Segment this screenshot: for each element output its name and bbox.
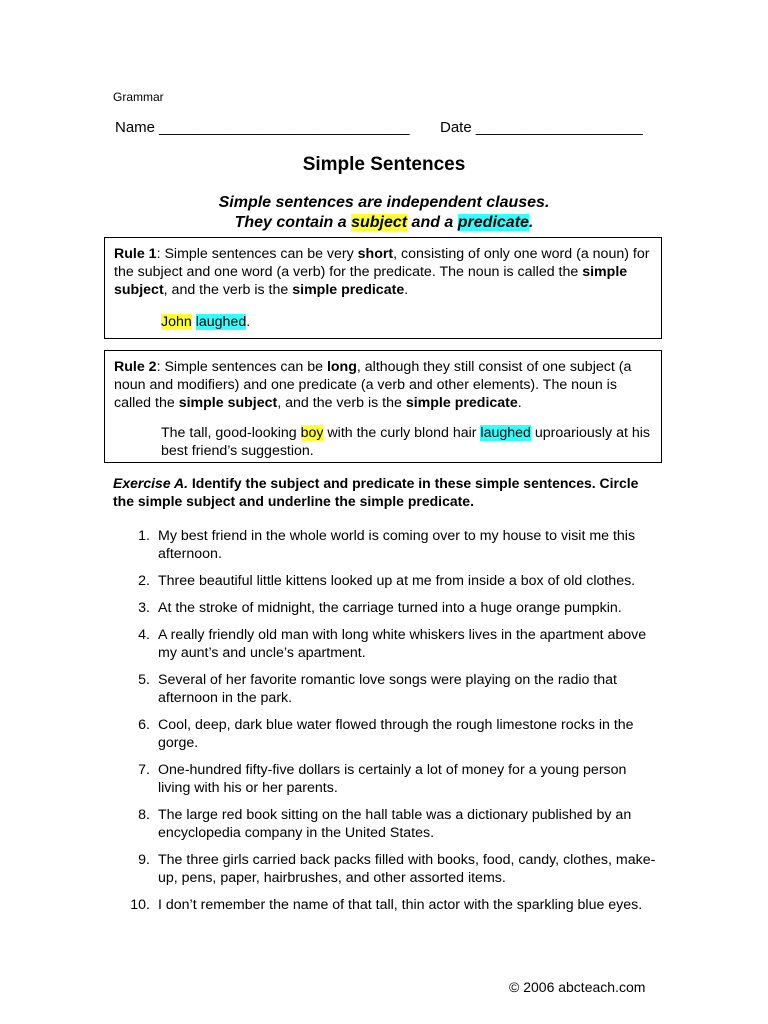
list-item [113, 851, 658, 887]
rule-text: : Simple sentences can be [156, 359, 327, 375]
rule-2-label: Rule 2 [114, 359, 157, 375]
list-item [113, 599, 658, 617]
list-item-number: 1. [138, 528, 150, 544]
list-item-text: My best friend in the whole world is coming over to my house to visit me this afternoon. [158, 528, 636, 562]
list-item [113, 527, 658, 563]
subtitle-line-1: Simple sentences are independent clauses. [218, 194, 550, 211]
example-end: . [246, 314, 251, 330]
list-item-text: Cool, deep, dark blue water flowed through the rough limestone rocks in the gorge. [158, 717, 634, 751]
list-item [113, 806, 658, 842]
list-item [113, 761, 658, 797]
keyword-simple-subject: simple subject [178, 395, 278, 411]
page-title: Simple Sentences [302, 154, 466, 175]
example-subject: John [161, 314, 192, 330]
copyright: © 2006 abcteach.com [509, 979, 646, 995]
rule-text: , and the verb is the [163, 282, 293, 298]
list-item-text: A really friendly old man with long white whiskers lives in the apartment above my aunt’s and uncle’s apartment. [158, 627, 647, 661]
example-text: uproariously at his best friend’s suggestion. [161, 425, 650, 459]
predicate-highlight: predicate [457, 214, 529, 231]
example-text: The tall, good-looking [161, 425, 301, 441]
date-field: Date ____________________ [440, 119, 643, 136]
list-item-text: The large red book sitting on the hall table was a dictionary published by an encyclopedia company in the United States. [158, 807, 632, 841]
list-item-number: 8. [138, 807, 150, 823]
list-item [113, 716, 658, 752]
list-item [113, 572, 658, 590]
list-item-number: 9. [138, 852, 150, 868]
keyword-simple-predicate: simple predicate [292, 282, 405, 298]
exercise-label: Exercise A. [113, 475, 188, 491]
list-item-number: 6. [138, 717, 150, 733]
subtitle [0, 193, 768, 233]
example-predicate: laughed [480, 425, 531, 441]
rule-2-example [161, 424, 652, 460]
list-item-number: 7. [138, 762, 150, 778]
list-item-number: 3. [138, 600, 150, 616]
rule-1-example [161, 313, 652, 331]
keyword-long: long [326, 359, 357, 375]
subtitle-text: . [528, 214, 534, 231]
keyword-simple-subject: simple subject [114, 264, 628, 298]
list-item-text: At the stroke of midnight, the carriage turned into a huge orange pumpkin. [158, 600, 622, 616]
subtitle-text: They contain a [234, 214, 352, 231]
subject-highlight: subject [351, 214, 408, 231]
rule-text: , consisting of only one word (a noun) for the subject and one word (a verb) for the predicate. The noun is called the [114, 246, 650, 280]
example-text: with the curly blond hair [323, 425, 481, 441]
keyword-short: short [357, 246, 394, 262]
rule-2-text [114, 358, 652, 412]
list-item-number: 4. [138, 627, 150, 643]
subtitle-text: and a [407, 214, 458, 231]
rule-text: : Simple sentences can be very [156, 246, 358, 262]
list-item-number: 10. [130, 897, 150, 913]
name-field: Name ______________________________ [115, 119, 410, 136]
exercise-list [113, 527, 658, 923]
list-item [113, 626, 658, 662]
rule-text: . [404, 282, 409, 298]
list-item-number: 2. [138, 573, 150, 589]
list-item [113, 896, 658, 914]
list-item-text: Three beautiful little kittens looked up at me from inside a box of old clothes. [158, 573, 636, 589]
subject-label: Grammar [113, 90, 164, 104]
example-subject: boy [300, 425, 324, 441]
rule-text: . [517, 395, 522, 411]
rule-1-label: Rule 1 [114, 246, 157, 262]
list-item-text: I don’t remember the name of that tall, thin actor with the sparkling blue eyes. [158, 897, 643, 913]
exercise-text: Identify the subject and predicate in these simple sentences. Circle the simple subject and underline the simple predicate. [113, 475, 639, 509]
exercise-instructions [113, 474, 653, 510]
keyword-simple-predicate: simple predicate [405, 395, 518, 411]
rule-text: , and the verb is the [277, 395, 406, 411]
rule-2-box [104, 350, 662, 463]
list-item-text: The three girls carried back packs filled with books, food, candy, clothes, make-up, pens, paper, hairbrushes, and other assorted items. [158, 852, 656, 886]
example-predicate: laughed [195, 314, 247, 330]
list-item-text: Several of her favorite romantic love songs were playing on the radio that afternoon in the park. [158, 672, 617, 706]
list-item-text: One-hundred fifty-five dollars is certainly a lot of money for a young person living with his or her parents. [158, 762, 627, 796]
subtitle-line-2 [0, 213, 768, 233]
list-item-number: 5. [138, 672, 150, 688]
rule-1-box [104, 237, 662, 339]
rule-text: , although they still consist of one subject (a noun and modifiers) and one predicate (a verb and other elements). The noun is called the [114, 359, 632, 411]
rule-1-text [114, 245, 652, 299]
list-item [113, 671, 658, 707]
